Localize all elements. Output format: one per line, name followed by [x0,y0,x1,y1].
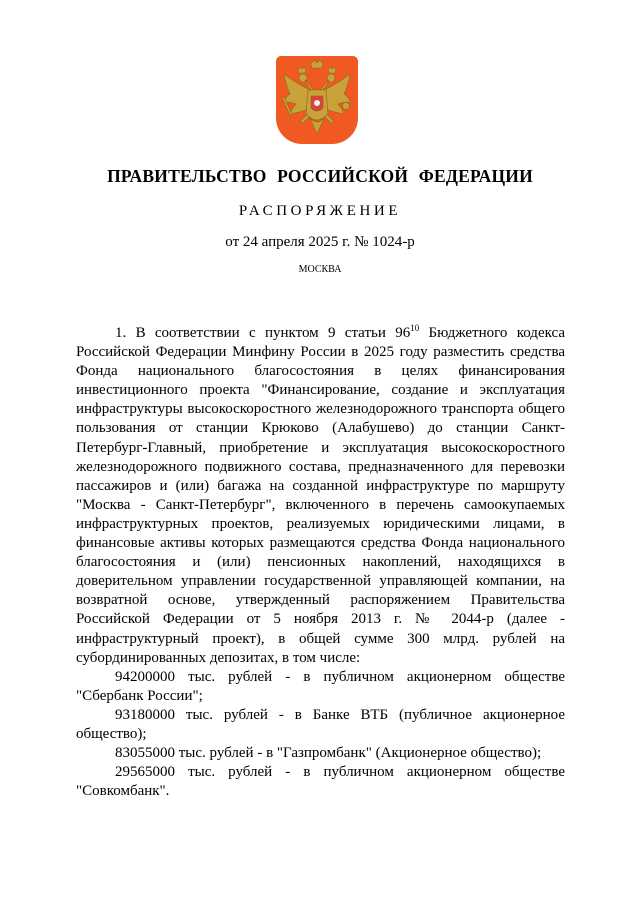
paragraph-1 [76,324,565,668]
allocation-sovcombank: 29565000 тыс. рублей - в публичном акционерном обществе "Совкомбанк". [76,764,565,800]
paragraph-1-start: 1. В соответствии с пунктом 9 статьи 96 [115,325,411,341]
document-body [76,324,565,801]
document-date-number: от 24 апреля 2025 г. № 1024-р [225,234,415,250]
document-type: РАСПОРЯЖЕНИЕ [238,203,402,219]
document-city: МОСКВА [298,264,342,275]
paragraph-1-rest: Бюджетного кодекса Российской Федерации Минфину России в 2025 году разместить средства Фонда национального благосостояния в целях финансирования инвестиционного проекта "Финансирование, создание и эксплуатация инфраструктуры высокоскоростного железнодорожного транспорта общего пользования от станции Крюково (Алабушево) до станции Санкт-Петербург-Главный, приобретение и эксплуатация высокоскоростного железнодорожного подвижного состава, предназначенного для перевозки пассажиров и (или) багажа на созданной инфраструктуре по маршруту "Москва - Санкт-Петербург", включенного в перечень самоокупаемых инфраструктурных проектов, реализуемых юридическими лицами, в финансовые активы которых размещаются средства Фонда национального благосостояния и (или) пенсионных накоплений, находящихся в доверительном управлении государственной управляющей компании, на возвратной основе, утвержденный распоряжением Правительства Российской Федерации от 5 ноября 2013 г. № 2044-р (далее - инфраструктурный проект), в общей сумме 300 млрд. рублей на субординированных депозитах, в том числе: [76,325,566,666]
article-superscript: 10 [410,323,420,333]
coat-of-arms-emblem [276,56,358,144]
allocation-sberbank: 94200000 тыс. рублей - в публичном акционерном обществе "Сбербанк России"; [76,668,565,704]
allocation-vtb: 93180000 тыс. рублей - в Банке ВТБ (публичное акционерное общество); [76,706,565,742]
allocation-gazprombank: 83055000 тыс. рублей - в "Газпромбанк" (Акционерное общество); [115,745,542,762]
government-title: ПРАВИТЕЛЬСТВО РОССИЙСКОЙ ФЕДЕРАЦИИ [107,166,533,186]
